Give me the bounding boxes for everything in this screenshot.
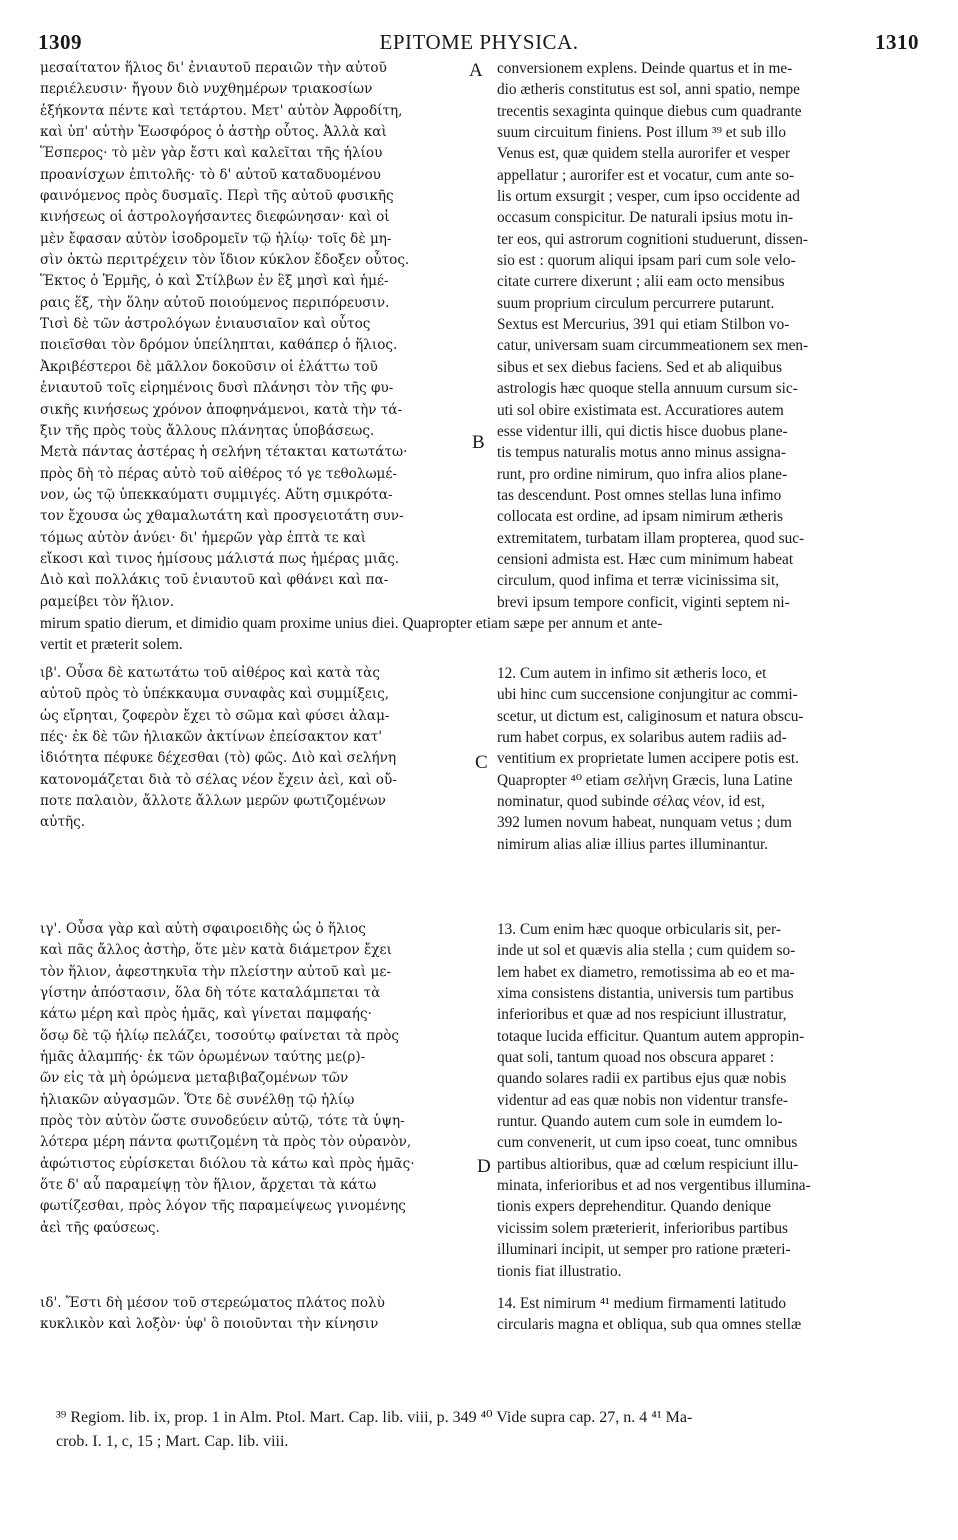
text-line: Μετὰ πάντας ἀστέρας ἡ σελήνη τέτακται κατωτάτω· [40,444,408,461]
text-line: λότερα μέρη πάντα φωτιζομένη τὰ πρὸς τὸν οὐρανὸν, [40,1134,412,1151]
text-line: Ἀκριβέστεροι δὲ μᾶλλον δοκοῦσιν οἱ ἐλάττω τοῦ [40,358,378,375]
text-line: 12. Cum autem in infimo sit ætheris loco, et [497,665,767,682]
text-line: πρὸς τὸν αὐτὸν ὥστε συνοδεύειν αὐτῷ, τότε τὰ ὑψη- [40,1113,405,1130]
text-line: collocata est ordine, ad ipsam nimirum ætheris [497,508,783,526]
margin-marker-c: C [475,752,488,773]
text-line: tionis fiat illustratio. [497,1262,622,1280]
text-line: ἑξήκοντα πέντε καὶ τετάρτου. Μετ' αὐτὸν Ἀφροδίτη, [40,102,403,119]
text-line: vicissim solem præterierit, inferioribus partibus [497,1219,789,1237]
text-line: lis ortum exsurgit ; vesper, cum ipso occidente ad [497,188,800,206]
page-number-left: 1309 [38,30,82,54]
text-line: ιγ'. Οὖσα γὰρ καὶ αὐτὴ σφαιροειδὴς ὡς ὁ ἥλιος [40,921,366,937]
text-line: ventitium ex proprietate lumen accipere potis est. [497,750,800,768]
text-line: Τισὶ δὲ τῶν ἀστρολόγων ἐνιαυσιαῖον καὶ οὗτος [40,316,371,333]
text-line: περιέλευσιν· ἤγουν διὸ νυχθημέρων τριακοσίων [40,81,373,98]
text-line: ὅτε δ' αὖ παραμείψῃ τὸν ἥλιον, ἄρχεται τὰ κάτω [40,1177,377,1194]
text-line: πές· ἐκ δὲ τῶν ἡλιακῶν ἀκτίνων ἐπείσακτον κατ' [40,729,383,746]
text-line: καὶ πᾶς ἄλλος ἀστὴρ, ὅτε μὲν κατὰ διάμετρον ἔχει [40,942,392,959]
full-width-continuation [40,613,930,656]
text-line: ποτε παλαιὸν, ἄλλοτε ἄλλων μερῶν φωτιζομένων [40,793,386,810]
text-line: xima consistens distantia, universis tum partibus [497,985,794,1003]
footnotes [56,1406,936,1454]
text-line: astrologis hæc quoque stella annuum cursum sic- [497,380,798,398]
text-line: videntur ad eas quæ nobis non videntur transfe- [497,1091,788,1109]
text-line: μὲν ἔφασαν αὐτὸν ἰσοδρομεῖν τῷ ἡλίῳ· τοῖς δὲ μη- [40,230,392,247]
text-line: κάτω μέρη καὶ πρὸς ἡμᾶς, καὶ γίνεται παμφαής· [40,1006,372,1023]
text-line: scetur, ut dictum est, caliginosum et natura obscu- [497,707,804,725]
text-line: ιβ'. Οὖσα δὲ κατωτάτω τοῦ αἰθέρος καὶ κατὰ τὰς [40,665,380,681]
text-line: 392 lumen novum habeat, nunquam vetus ; dum [497,814,792,832]
text-line: γίστην ἀπόστασιν, ὅλα δὴ τότε καταλάμπεται τὰ [40,985,381,1002]
text-line: nominatur, quod subinde σέλας νέον, id est, [497,793,765,811]
text-line: ἀφώτιστος εὑρίσκεται διόλου τὰ κάτω καὶ πρὸς ἡμᾶς· [40,1155,415,1172]
text-line: κατονομάζεται διὰ τὸ σέλας νέον ἔχειν ἀεὶ, καὶ οὔ- [40,771,397,788]
text-line: inferioribus et quæ ad nos respiciunt illustratur, [497,1006,787,1024]
text-line: nimirum alias aliæ illius partes illuminantur. [497,835,769,853]
text-line: appellatur ; aurorifer est et vocatur, cum ante so- [497,166,795,184]
text-line: ποιεῖσθαι τὸν δρόμον ὑπείληπται, καθάπερ ὁ ἥλιος. [40,337,398,354]
greek-column-section-12 [40,663,480,834]
text-line: inde ut sol et quævis alia stella ; cum quidem so- [497,942,796,960]
text-line: ιδ'. Ἔστι δὴ μέσον τοῦ στερεώματος πλάτος πολὺ [40,1295,385,1311]
text-line: 13. Cum enim hæc quoque orbicularis sit, per- [497,921,781,938]
text-line: ῶν εἰς τὰ μὴ ὁρώμενα μεταβιβαζομένων τῶν [40,1070,349,1087]
text-line: illuminari incipit, ut semper pro ratione præteri- [497,1241,791,1259]
text-line: suum circuitum finiens. Post illum ³⁹ et sub illo [497,124,787,142]
text-line: τὸν ἥλιον, ἀφεστηκυῖα τὴν πλείστην αὐτοῦ καὶ με- [40,963,391,980]
text-line: esse videntur illi, qui dictis hisce duobus plane- [497,422,788,440]
text-line: Sextus est Mercurius, 391 qui etiam Stilbon vo- [497,316,790,334]
footnote-line: ³⁹ Regiom. lib. ix, prop. 1 in Alm. Ptol. Mart. Cap. lib. viii, p. 349 ⁴⁰ Vide supra cap. 27, n. 4 ⁴¹ Ma- [56,1409,693,1426]
text-line: circularis magna et obliqua, sub qua omnes stellæ [497,1316,802,1334]
latin-column-block-1 [497,58,929,613]
text-line: cum convenerit, ut cum ipso coeat, tunc omnibus [497,1134,798,1152]
text-line: partibus altioribus, quæ ad cœlum respiciunt illu- [497,1155,799,1173]
text-line: quat soli, tantum quoad nos obscura apparet : [497,1049,774,1067]
text-line: προανίσχων ἐπιτολῆς· τὸ δ' αὐτοῦ καταδυομένου [40,166,381,183]
text-line: ἰδιότητα πέφυκε δέχεσθαι (τὸ) φῶς. Διὸ καὶ σελήνη [40,750,397,767]
greek-column-section-14 [40,1293,480,1336]
text-line: minata, inferioribus et ad nos vergentibus illumina- [497,1177,811,1195]
text-line: censioni admista est. Hæc cum minimum habeat [497,550,794,568]
text-line: ξιν τῆς πρὸς τοὺς ἄλλους πλάνητας ὑποβάσεως. [40,422,375,439]
margin-marker-d: D [477,1156,491,1177]
text-line: νον, ὡς τῷ ὑπεκκαύματι συμμιγές. Αὕτη σμικρότα- [40,486,393,503]
running-title: EPITOME PHYSICA. [379,30,579,54]
latin-column-section-13 [497,919,929,1282]
text-line: ὅσῳ δὲ τῷ ἡλίῳ πελάζει, τοσούτῳ φαίνεται τὰ πρὸς [40,1027,400,1044]
text-line: trecentis sexaginta quinque diebus cum quadrante [497,102,802,120]
text-line: sibus et sex diebus faciens. Sed et ab aliquibus [497,358,783,376]
text-line: sio est : quorum aliqui ipsam pari cum sole velo- [497,252,796,270]
text-line: conversionem explens. Deinde quartus et in me- [497,60,793,77]
text-line: occasum conspicitur. De naturali ipsius motu in- [497,209,794,227]
text-line: αὐτοῦ πρὸς τὸ ὑπέκκαυμα συναφὰς καὶ συμμίξεις, [40,686,390,703]
text-line: Quapropter ⁴⁰ etiam σελήνη Græcis, luna Latine [497,771,793,789]
text-line: Ἕσπερος· τὸ μὲν γὰρ ἔστι καὶ καλεῖται τῆς ἡλίου [40,145,383,162]
text-line: uti sol obire existimata est. Accuratiores autem [497,401,784,419]
text-line: εἴκοσι καὶ τινος ἡμίσους μάλιστά πως ἡμέρας μιᾶς. [40,550,400,567]
text-line: αὐτῆς. [40,814,86,831]
text-line: τον ἔχουσα ὡς χθαμαλωτάτη καὶ προσγειοτάτη συν- [40,508,404,525]
text-line: ter eos, qui astrorum cognitioni studuerunt, dissen- [497,230,808,248]
text-line: runtur. Quando autem cum sole in eumdem lo- [497,1113,783,1131]
latin-column-section-14 [497,1293,929,1336]
text-line: Ἕκτος ὁ Ἑρμῆς, ὁ καὶ Στίλβων ἐν ἓξ μησὶ καὶ ἡμέ- [40,273,389,290]
greek-column-section-13 [40,919,480,1239]
text-line: ἀεὶ τῆς φαύσεως. [40,1219,160,1236]
text-line: citate currere dixerunt ; alii eam octo mensibus [497,273,785,291]
text-line: ἐνιαυτοῦ τοῖς εἰρημένοις δυσὶ πλάνησι τὸν τῆς φυ- [40,380,394,397]
text-line: mirum spatio dierum, et dimidio quam proxime unius diei. Quapropter etiam sæpe per annum et ante- [40,615,663,632]
text-line: suum proprium circulum percurrere putarunt. [497,294,775,312]
text-line: μεσαίτατον ἥλιος δι' ἐνιαυτοῦ περαιῶν τὴν αὐτοῦ [40,60,387,76]
text-line: ubi hinc cum succensione conjungitur ac commi- [497,686,798,704]
text-line: quando solares radii ex partibus ejus quæ nobis [497,1070,787,1088]
text-line: circulum, quod infima et terræ vicinissima sit, [497,572,780,590]
text-line: ὡς εἴρηται, ζοφερὸν ἔχει τὸ σῶμα καὶ φύσει ἀλαμ- [40,707,390,724]
text-line: totaque lucida efficitur. Quantum autem appropin- [497,1027,805,1045]
text-line: runt, pro ordine nimirum, quo infra alios plane- [497,465,788,483]
text-line: σικῆς κινήσεως χρόνον ἀποφηνάμενοι, κατὰ τὴν τά- [40,401,403,418]
text-line: tas descendunt. Post omnes stellas luna infimo [497,486,782,504]
text-line: extremitatem, turbatam illam propterea, quod suc- [497,529,805,547]
text-line: ραις ἕξ, τὴν ὅλην αὐτοῦ ποιούμενος περιπόρευσιν. [40,294,390,311]
text-line: ἡμᾶς ἀλαμπής· ἐκ τῶν ὁρωμένων ταύτης με(ρ)- [40,1049,366,1066]
text-line: τόμως αὐτὸν ἀνύει· δι' ἡμερῶν γὰρ ἑπτὰ τε καὶ [40,529,367,546]
text-line: vertit et præterit solem. [40,636,183,654]
latin-column-section-12 [497,663,929,855]
text-line: κινήσεως οἱ ἀστρολογήσαντες διεφώνησαν· καὶ οἱ [40,209,390,226]
text-line: 14. Est nimirum ⁴¹ medium firmamenti latitudo [497,1295,787,1312]
text-line: ραμείβει τὸν ἥλιον. [40,593,175,610]
text-line: φαινόμενος πρὸς δυσμαῖς. Περὶ τῆς αὐτοῦ φυσικῆς [40,188,394,205]
text-line: ἡλιακῶν αὐγασμῶν. Ὅτε δὲ συνέλθῃ τῷ ἡλίῳ [40,1091,355,1108]
text-line: rum habet corpus, ex solaribus autem radiis ad- [497,729,787,747]
text-line: Διὸ καὶ πολλάκις τοῦ ἐνιαυτοῦ καὶ φθάνει καὶ πα- [40,572,389,589]
text-line: κυκλικὸν καὶ λοξὸν· ὑφ' ὃ ποιοῦνται τὴν κίνησιν [40,1316,379,1333]
text-line: πρὸς δὴ τὸ πέρας αὐτὸ τοῦ αἰθέρος τό γε τεθολωμέ- [40,465,398,482]
text-line: tis tempus naturalis motus anno minus assigna- [497,444,786,462]
text-line: καὶ ὑπ' αὐτὴν Ἑωσφόρος ὁ ἀστὴρ οὗτος. Ἀλλὰ καὶ [40,124,387,141]
text-line: σὶν ὀκτὼ περιτρέχειν τὸν ἴδιον κύκλον ἔδοξεν οὗτος. [40,252,410,269]
footnote-line: crob. I. 1, c, 15 ; Mart. Cap. lib. viii. [56,1433,289,1450]
text-line: dio ætheris constitutus est sol, anni spatio, nempe [497,81,800,99]
greek-column-block-1 [40,58,480,613]
text-line: brevi ipsum tempore conficit, viginti septem ni- [497,593,790,611]
text-line: tionis expers deprehenditur. Quando denique [497,1198,771,1216]
margin-marker-a: A [469,60,483,81]
text-line: φωτίζεσθαι, πρὸς λόγον τῆς παραμείψεως γινομένης [40,1198,406,1215]
text-line: Venus est, quæ quidem stella aurorifer et vesper [497,145,791,163]
text-line: lem habet ex diametro, remotissima ab eo et ma- [497,963,795,981]
page-number-right: 1310 [875,30,919,54]
margin-marker-b: B [472,432,485,453]
text-line: catur, universam suam circummeationem sex men- [497,337,809,355]
